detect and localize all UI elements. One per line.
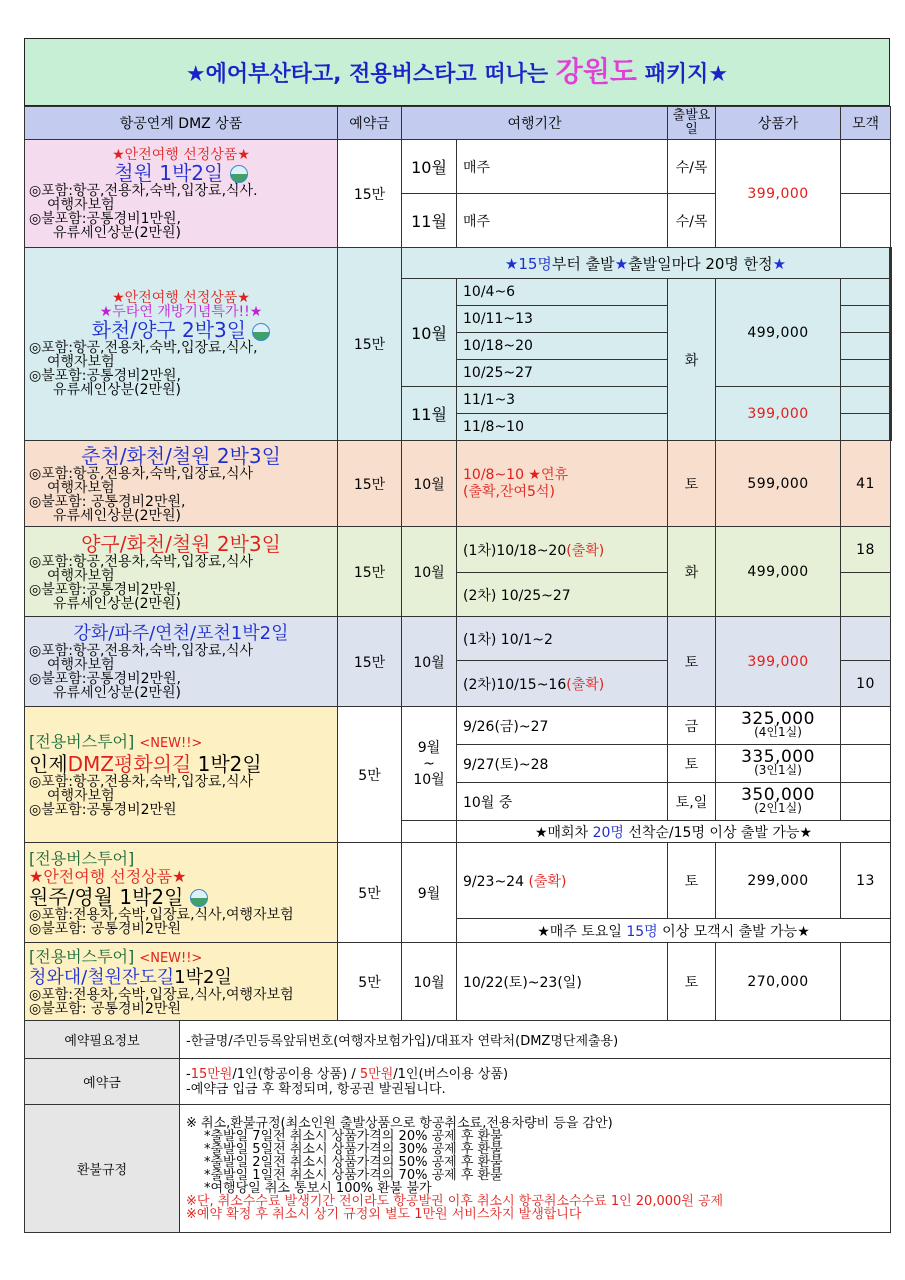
safe-travel-icon	[190, 889, 208, 907]
p5-row-1	[25, 617, 891, 661]
p4-inc: ◎포함:항공,전용차,숙박,입장료,식사	[29, 553, 254, 570]
p2-recruit	[841, 279, 891, 306]
p8-inc: ◎포함:전용차,숙박,입장료,식사,여행자보험	[29, 986, 294, 1003]
p2-date: 10/4~6	[457, 279, 668, 306]
refund-line: ※ 취소,환불규정(최소인원 출발상품으로 항공취소료,전용차량비 등을 감안)	[186, 1115, 613, 1131]
p2-month: 11월	[402, 387, 457, 441]
p6-price: 325,000	[741, 709, 815, 729]
p2-date: 11/1~3	[457, 387, 668, 414]
p1-recruit	[841, 140, 891, 194]
p4-month: 10월	[402, 527, 457, 617]
p3-info	[25, 441, 338, 527]
p6-deposit: 5만	[338, 707, 402, 843]
package-sheet	[24, 38, 890, 1233]
p4-price: 499,000	[716, 527, 841, 617]
refund-line: *출발일 1일전 취소시 상품가격의 70% 공제 후 환불	[204, 1167, 503, 1183]
p7-foot-a: ★매주 토요일	[537, 923, 627, 940]
p3-inc: ◎포함:항공,전용차,숙박,입장료,식사	[29, 465, 254, 482]
p7-month: 9월	[402, 843, 457, 943]
p6-day: 토	[668, 745, 716, 783]
p1-price: 399,000	[716, 140, 841, 248]
p4-name: 양구/화천/철원 2박3일	[81, 531, 281, 556]
p7-date: 9/23~24	[463, 873, 524, 890]
p2-price: 499,000	[716, 279, 841, 387]
header-period: 여행기간	[402, 107, 668, 140]
p1-inc: ◎포함:항공,전용차,숙박,입장료,식사.	[29, 182, 258, 199]
p2-day: 화	[668, 279, 716, 441]
p2-banner-d: 출발일마다 20명 한정	[628, 254, 773, 273]
p3-inc2: 여행자보험	[47, 479, 115, 496]
p8-row	[25, 943, 891, 1021]
p5-name: 강화/파주/연천/포천1박2일	[73, 622, 289, 644]
p6-day: 금	[668, 707, 716, 745]
p4-date-1: (1차)10/18~20	[463, 542, 567, 559]
title-highlight: 강원도	[555, 55, 637, 88]
p2-banner-c: ★	[614, 254, 629, 273]
p3-month: 10월	[402, 441, 457, 527]
p1-date: 매주	[457, 140, 668, 194]
p6-name-a: 인제	[29, 751, 68, 776]
p5-recruit-1	[841, 617, 891, 661]
safe-travel-icon	[230, 165, 248, 183]
p2-exc2: 유류세인상분(2만원)	[53, 382, 182, 398]
p1-exc2: 유류세인상분(2만원)	[53, 224, 182, 241]
p6-price: 350,000	[741, 785, 815, 805]
p8-day: 토	[668, 943, 716, 1021]
p5-month: 10월	[402, 617, 457, 707]
p4-recruit: 18	[841, 527, 891, 573]
footer-dep-e: /1인(버스이용 상품)	[393, 1066, 509, 1082]
p2-recruit	[841, 306, 891, 333]
p2-inc2: 여행자보험	[47, 354, 115, 370]
p1-date: 매주	[457, 194, 668, 248]
p6-row-1	[25, 707, 891, 745]
p8-deposit: 5만	[338, 943, 402, 1021]
p2-banner	[402, 248, 891, 279]
p1-inc2: 여행자보험	[47, 196, 115, 213]
p6-month-b: ~	[423, 755, 435, 772]
title-suffix: 패키지★	[636, 62, 729, 87]
p6-info	[25, 707, 338, 843]
p3-price: 599,000	[716, 441, 841, 527]
p1-info	[25, 140, 338, 248]
p7-date-note: (출확)	[528, 873, 567, 890]
p3-date: 10/8~10 ★연휴	[463, 466, 569, 483]
p7-price: 299,000	[716, 843, 841, 919]
p2-date: 10/11~13	[457, 306, 668, 333]
p6-foot-c: 선착순/15명 이상 출발 가능★	[623, 824, 813, 841]
footer-dep-a: -	[186, 1066, 191, 1082]
p6-price: 335,000	[741, 747, 815, 767]
refund-line: *여행당일 취소 통보시 100% 환불 불가	[204, 1180, 432, 1196]
p6-foot-blank	[402, 821, 457, 843]
p7-info	[25, 843, 338, 943]
p1-deposit: 15만	[338, 140, 402, 248]
footer-info-label: 예약필요정보	[25, 1021, 180, 1059]
refund-line: *출발일 5일전 취소시 상품가격의 30% 공제 후 환불	[204, 1141, 503, 1157]
p6-price-note: (4인1실)	[754, 725, 802, 739]
p7-recruit: 13	[841, 843, 891, 919]
p5-day: 토	[668, 617, 716, 707]
p2-banner-e: ★	[772, 254, 787, 273]
p2-price: 399,000	[716, 387, 841, 441]
footer-refund-row	[25, 1105, 891, 1233]
p7-day: 토	[668, 843, 716, 919]
footer-refund	[180, 1105, 891, 1233]
p4-recruit-2	[841, 573, 891, 617]
p4-exc2: 유류세인상분(2만원)	[53, 595, 182, 612]
p4-info	[25, 527, 338, 617]
p3-row	[25, 441, 891, 527]
p8-exc: ◎불포함: 공통경비2만원	[29, 1000, 182, 1017]
p8-recruit	[841, 943, 891, 1021]
p6-inc: ◎포함:항공,전용차,숙박,입장료,식사	[29, 773, 254, 790]
p2-recruit	[841, 333, 891, 360]
p2-banner-b: 부터 출발	[551, 254, 615, 273]
p4-row-1	[25, 527, 891, 573]
p6-exc: ◎불포함:공통경비2만원	[29, 801, 177, 818]
p6-month-c: 10월	[413, 771, 445, 788]
p7-row	[25, 843, 891, 919]
p6-foot	[457, 821, 891, 843]
p2-month: 10월	[402, 279, 457, 387]
p2-name: 화천/양구 2박3일	[91, 318, 247, 342]
p2-recruit	[841, 387, 891, 414]
p6-name-b: DMZ평화의길	[67, 751, 192, 776]
p2-banner-row	[25, 248, 891, 279]
p6-price-note: (2인1실)	[754, 801, 802, 815]
p6-name-c: 1박2일	[191, 751, 262, 776]
p7-badge: ★안전여행 선정상품★	[29, 866, 187, 886]
p6-foot-b: 20명	[592, 824, 624, 841]
footer-info-row	[25, 1021, 891, 1059]
p2-exc: ◎불포함:공통경비2만원,	[29, 368, 182, 384]
footer-deposit-row	[25, 1059, 891, 1105]
footer-table	[24, 1020, 891, 1233]
p5-exc2: 유류세인상분(2만원)	[53, 684, 182, 701]
p7-inc: ◎포함:전용차,숙박,입장료,식사,여행자보험	[29, 906, 294, 923]
p8-date: 10/22(토)~23(일)	[457, 943, 668, 1021]
p4-date-1-note: (출확)	[566, 542, 605, 559]
p2-badge: ★안전여행 선정상품★	[112, 290, 250, 306]
footer-dep-d: 5만원	[359, 1066, 394, 1082]
p3-name: 춘천/화천/철원 2박3일	[81, 443, 281, 468]
p3-deposit: 15만	[338, 441, 402, 527]
p3-exc: ◎불포함: 공통경비2만원,	[29, 493, 186, 510]
p6-date: 9/26(금)~27	[457, 707, 668, 745]
p4-exc: ◎불포함:공통경비2만원,	[29, 581, 182, 598]
p2-date: 10/25~27	[457, 360, 668, 387]
p8-name-a: 청와대/철원잔도길	[29, 966, 175, 988]
refund-line: *출발일 7일전 취소시 상품가격의 20% 공제 후 환불	[204, 1128, 503, 1144]
p7-deposit: 5만	[338, 843, 402, 943]
p1-day: 수/목	[668, 140, 716, 194]
footer-refund-label: 환불규정	[25, 1105, 180, 1233]
p4-inc2: 여행자보험	[47, 567, 115, 584]
p6-foot-a: ★매회차	[534, 824, 593, 841]
p2-date: 11/8~10	[457, 414, 668, 441]
p7-tag: [전용버스투어]	[29, 848, 135, 868]
p3-exc2: 유류세인상분(2만원)	[53, 507, 182, 524]
p8-new: <NEW!!>	[139, 950, 203, 966]
p1-month: 10월	[402, 140, 457, 194]
p6-recruit	[841, 745, 891, 783]
p2-badge2: ★두타연 개방기념특가!!★	[99, 304, 263, 320]
p5-recruit: 10	[841, 661, 891, 707]
p6-day: 토,일	[668, 783, 716, 821]
p6-date: 10월 중	[457, 783, 668, 821]
p7-exc: ◎불포함: 공통경비2만원	[29, 920, 182, 937]
p2-recruit	[841, 360, 891, 387]
p2-date: 10/18~20	[457, 333, 668, 360]
p5-inc2: 여행자보험	[47, 656, 115, 673]
p3-day: 토	[668, 441, 716, 527]
p7-foot-c: 이상 모객시 출발 가능★	[657, 923, 810, 940]
refund-line: *출발일 2일전 취소시 상품가격의 50% 공제 후 환불	[204, 1154, 503, 1170]
p1-month: 11월	[402, 194, 457, 248]
p1-row-1	[25, 140, 891, 194]
p4-deposit: 15만	[338, 527, 402, 617]
p8-price: 270,000	[716, 943, 841, 1021]
p8-name-b: 1박2일	[174, 966, 232, 988]
p8-tag: [전용버스투어]	[29, 946, 135, 966]
p3-recruit: 41	[841, 441, 891, 527]
p2-inc: ◎포함:항공,전용차,숙박,입장료,식사,	[29, 340, 258, 356]
p6-tag: [전용버스투어]	[29, 731, 135, 751]
p6-recruit	[841, 783, 891, 821]
p5-price: 399,000	[716, 617, 841, 707]
p1-badge: ★안전여행 선정상품★	[112, 146, 250, 163]
p8-info	[25, 943, 338, 1021]
footer-info: -한글명/주민등록앞뒤번호(여행자보험가입)/대표자 연락처(DMZ명단제출용)	[180, 1021, 891, 1059]
header-recruit: 모객	[841, 107, 891, 140]
p5-info	[25, 617, 338, 707]
p4-date-2: (2차) 10/25~27	[457, 573, 668, 617]
header-product: 항공연계 DMZ 상품	[25, 107, 338, 140]
refund-note: ※단, 취소수수료 발생기간 전이라도 항공발권 이후 취소시 항공취소수수료 1인 20,000원 공제	[186, 1193, 724, 1209]
p5-inc: ◎포함:항공,전용차,숙박,입장료,식사	[29, 642, 254, 659]
p2-info	[25, 248, 338, 441]
p5-deposit: 15만	[338, 617, 402, 707]
p6-month-a: 9월	[417, 739, 441, 756]
header-day: 출발요일	[668, 107, 716, 140]
p6-new: <NEW!!>	[139, 735, 203, 751]
footer-dep-2: -예약금 입금 후 확정되며, 항공권 발권됩니다.	[186, 1081, 446, 1097]
header-price: 상품가	[716, 107, 841, 140]
p5-date-1: (1차) 10/1~2	[457, 617, 668, 661]
p2-banner-a: ★15명	[504, 254, 552, 273]
header-deposit: 예약금	[338, 107, 402, 140]
safe-travel-icon	[252, 323, 270, 341]
p6-inc2: 여행자보험	[47, 787, 115, 804]
footer-dep-b: 15만원	[190, 1066, 233, 1082]
p5-date-2-note: (출확)	[566, 676, 605, 693]
p3-date-note: (출확,잔여5석)	[463, 483, 555, 500]
p4-day: 화	[668, 527, 716, 617]
page-title	[24, 38, 890, 106]
footer-deposit-label: 예약금	[25, 1059, 180, 1105]
p2-recruit	[841, 414, 891, 441]
p6-date: 9/27(토)~28	[457, 745, 668, 783]
header-row	[25, 107, 891, 140]
p2-deposit: 15만	[338, 248, 402, 441]
p1-name: 철원 1박2일	[114, 160, 224, 185]
p7-foot-b: 15명	[626, 923, 658, 940]
p1-recruit	[841, 194, 891, 248]
footer-dep-c: /1인(항공이용 상품) /	[232, 1066, 360, 1082]
product-table	[24, 106, 892, 1021]
p1-exc: ◎불포함:공통경비1만원,	[29, 210, 182, 227]
p1-day: 수/목	[668, 194, 716, 248]
p6-recruit	[841, 707, 891, 745]
p7-foot	[457, 919, 891, 943]
refund-note: ※예약 확정 후 취소시 상기 규정외 별도 1만원 서비스차지 발생합니다	[186, 1206, 582, 1222]
p8-month: 10월	[402, 943, 457, 1021]
p7-name: 원주/영월 1박2일	[29, 884, 184, 909]
title-prefix: ★에어부산타고, 전용버스타고 떠나는	[185, 62, 556, 87]
p6-price-note: (3인1실)	[754, 763, 802, 777]
p5-date-2: (2차)10/15~16	[463, 676, 567, 693]
p5-exc: ◎불포함:공통경비2만원,	[29, 670, 182, 687]
